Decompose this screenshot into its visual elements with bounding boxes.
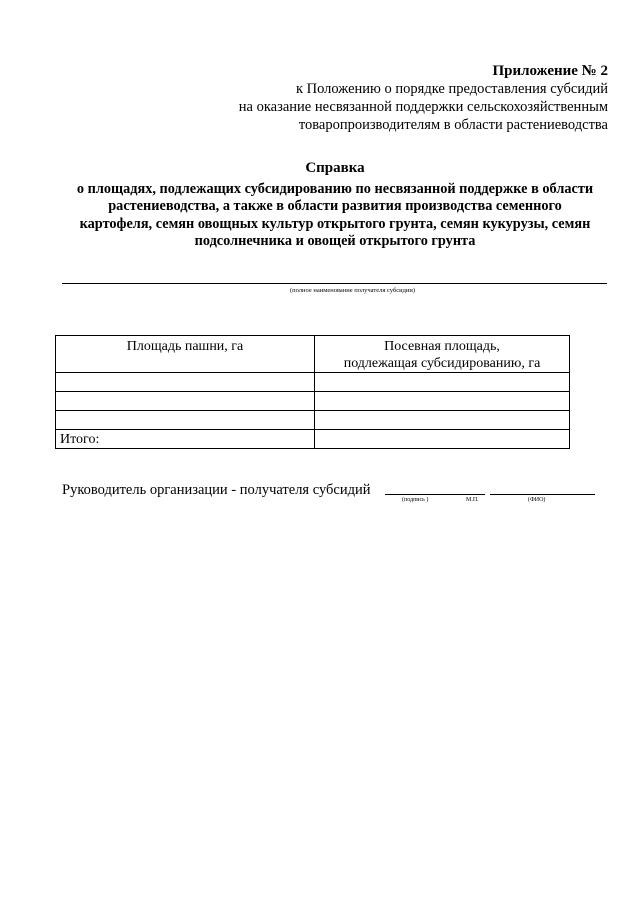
appendix-line: товаропроизводителям в области растениеводства: [298, 117, 608, 133]
heading-line: картофеля, семян овощных культур открытого грунта, семян кукурузы, семян: [79, 215, 591, 232]
full-name-caption: (ФИО): [528, 497, 546, 503]
heading-line: растениеводства, а также в области развития производства семенного: [108, 198, 562, 214]
recipient-caption: (полное наименование получателя субсидии): [290, 287, 416, 294]
table-total-row: [56, 430, 570, 449]
table-cell[interactable]: [56, 392, 315, 411]
table-row: [56, 411, 570, 430]
appendix-line: на оказание несвязанной поддержки сельскохозяйственным: [238, 99, 608, 115]
appendix-block: [88, 62, 608, 134]
total-label: Итого:: [56, 430, 315, 449]
signature-label: Руководитель организации - получателя субсидий: [62, 482, 371, 498]
heading-line: подсолнечника и овощей открытого грунта: [194, 233, 476, 249]
table-header-row: [56, 336, 570, 373]
table-cell[interactable]: [56, 373, 315, 392]
signature-field[interactable]: [385, 494, 485, 495]
table-cell[interactable]: [315, 392, 570, 411]
table-cell[interactable]: [315, 411, 570, 430]
heading-line: о площадях, подлежащих субсидированию по несвязанной поддержке в области: [76, 180, 594, 197]
area-table: [55, 335, 570, 449]
table-cell[interactable]: [315, 373, 570, 392]
seal-caption: М.П.: [466, 497, 479, 503]
total-cell[interactable]: [315, 430, 570, 449]
table-row: [56, 392, 570, 411]
table-cell[interactable]: [56, 411, 315, 430]
recipient-name-field[interactable]: [62, 283, 607, 284]
appendix-line: к Положению о порядке предоставления субсидий: [295, 81, 608, 97]
header-sown-area-line2: подлежащая субсидированию, га: [343, 356, 541, 371]
header-sown-area-line1: Посевная площадь,: [384, 339, 500, 354]
header-sown-area: [315, 336, 570, 373]
header-arable-area: Площадь пашни, га: [56, 336, 315, 373]
document-title: Справка: [305, 160, 365, 176]
full-name-field[interactable]: [490, 494, 595, 495]
appendix-title: Приложение № 2: [492, 63, 608, 79]
document-heading: [55, 160, 615, 251]
signature-caption: (подпись ): [402, 497, 429, 503]
table-row: [56, 373, 570, 392]
